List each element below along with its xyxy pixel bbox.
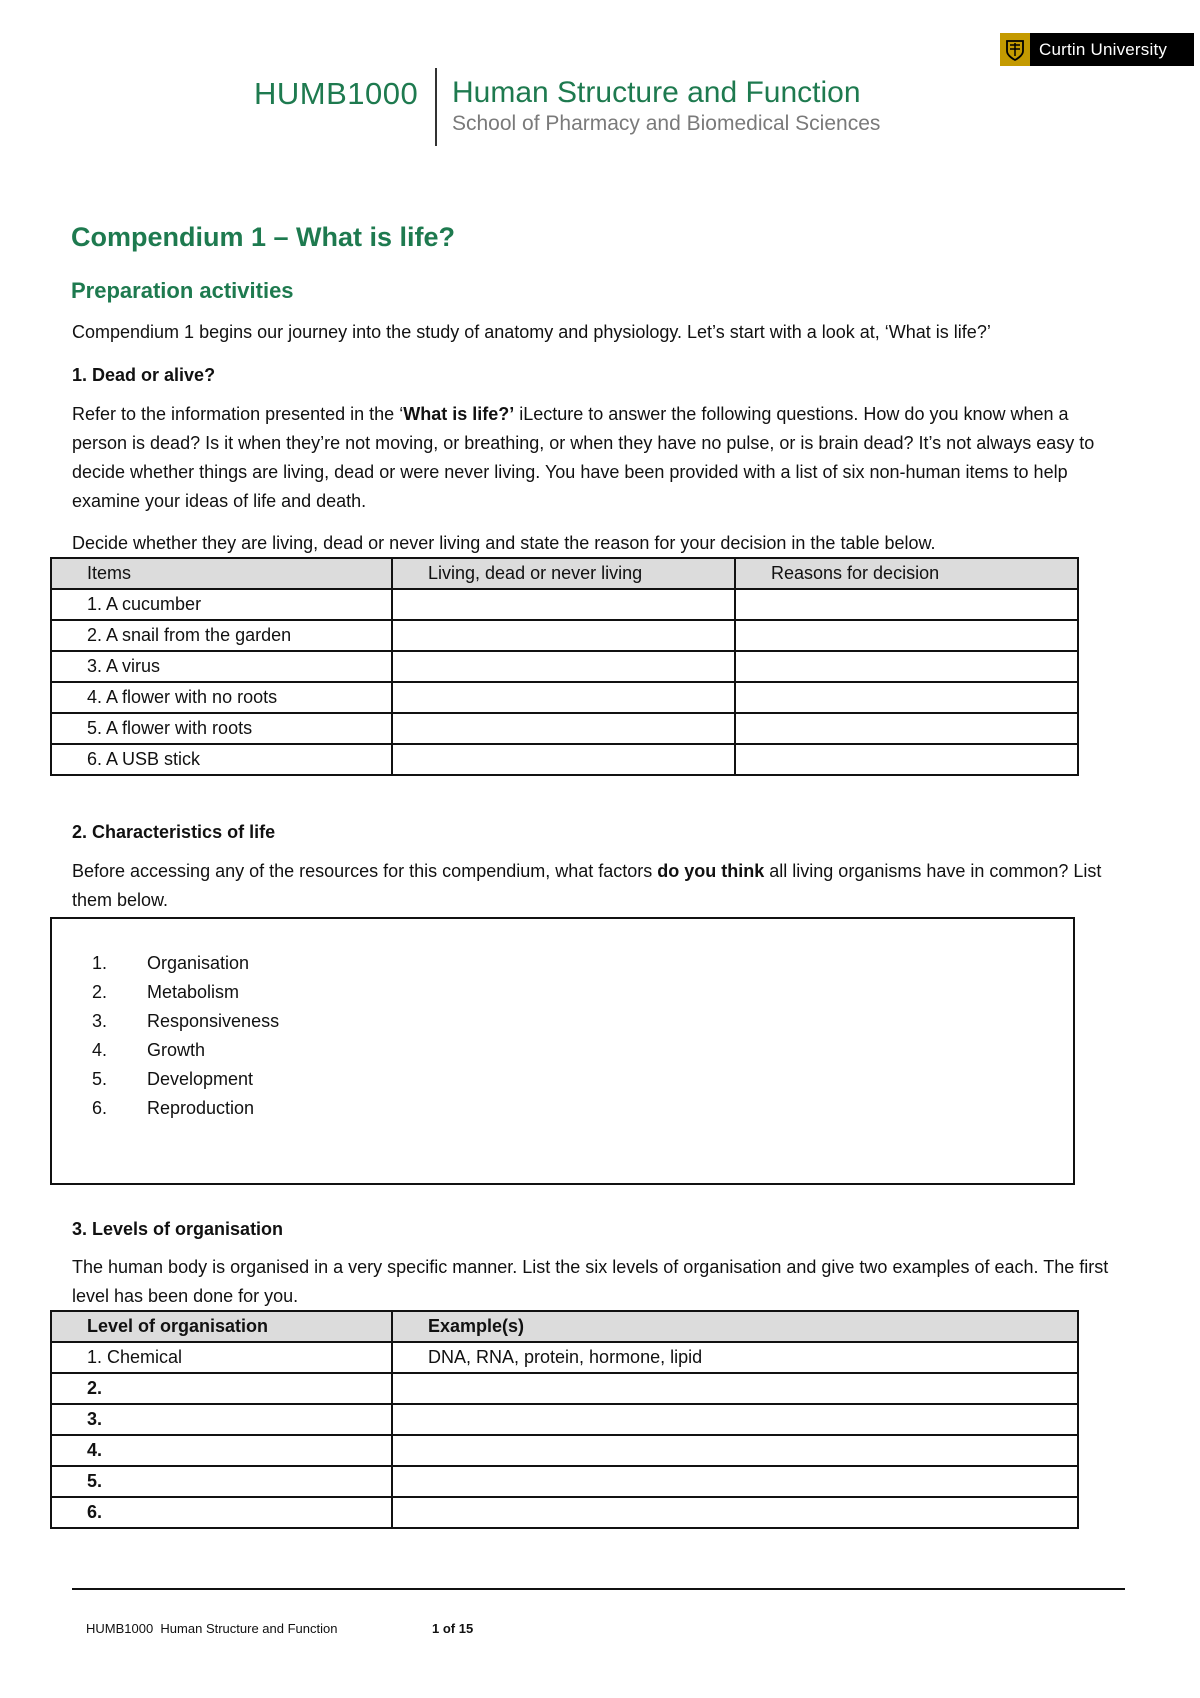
table-cell[interactable] xyxy=(392,713,735,744)
list-item-number: 2. xyxy=(92,982,108,1002)
table-row xyxy=(51,1435,1078,1466)
list-item xyxy=(92,1094,279,1123)
table-cell[interactable] xyxy=(392,744,735,775)
table-row xyxy=(51,713,1078,744)
table-cell: 4. xyxy=(51,1435,392,1466)
characteristics-answer-box[interactable] xyxy=(50,917,1075,1185)
table-cell[interactable] xyxy=(392,620,735,651)
table-row xyxy=(51,1373,1078,1404)
section3-paragraph: The human body is organised in a very specific manner. List the six levels of organisation and give two examples of each. The first level has been done for you. xyxy=(72,1257,1109,1306)
section1-paragraph: Refer to the information presented in the ‘What is life?’ iLecture to answer the following questions. How do you know when a person is dead? Is it when they’re not moving, or breathing, or when they have no pulse, or is brain dead? It’s not always easy to decide whether things are living, dead or were never living. You have been provided with a list of six non-human items to help examine your ideas of life and death. xyxy=(72,404,1095,511)
table-cell[interactable] xyxy=(392,1404,1078,1435)
university-logo xyxy=(1000,33,1194,66)
logo-text: Curtin University xyxy=(1039,39,1168,59)
table-cell[interactable] xyxy=(392,1435,1078,1466)
levels-table xyxy=(50,1310,1079,1529)
table-cell[interactable] xyxy=(392,1373,1078,1404)
list-item-number: 4. xyxy=(92,1040,108,1060)
table-row xyxy=(51,1342,1078,1373)
table-header-cell: Level of organisation xyxy=(51,1311,392,1342)
table-header-cell: Items xyxy=(51,558,392,589)
list-item-text: Development xyxy=(147,1069,254,1089)
table-cell[interactable] xyxy=(735,713,1078,744)
list-item xyxy=(92,1065,279,1094)
table-cell: 3. xyxy=(51,1404,392,1435)
table-row xyxy=(51,1466,1078,1497)
course-title: Human Structure and Function xyxy=(452,76,861,109)
table-row xyxy=(51,651,1078,682)
header-divider xyxy=(435,68,437,146)
table-header-row xyxy=(51,1311,1078,1342)
table-cell[interactable] xyxy=(735,744,1078,775)
living-dead-table xyxy=(50,557,1079,776)
list-item-text: Growth xyxy=(147,1040,206,1060)
document-title: Compendium 1 – What is life? xyxy=(71,222,456,252)
table-cell[interactable] xyxy=(735,589,1078,620)
table-cell: 1. Chemical xyxy=(51,1342,392,1373)
intro-paragraph: Compendium 1 begins our journey into the study of anatomy and physiology. Let’s start with a look at, ‘What is life?’ xyxy=(72,322,991,342)
table-cell[interactable] xyxy=(392,682,735,713)
table-cell: 3. A virus xyxy=(51,651,392,682)
list-item-text: Metabolism xyxy=(147,982,240,1002)
table-cell[interactable] xyxy=(735,651,1078,682)
section2-paragraph: Before accessing any of the resources for this compendium, what factors do you think all living organisms have in common? List them below. xyxy=(72,861,1102,910)
table-row xyxy=(51,744,1078,775)
list-item-text: Organisation xyxy=(147,953,250,973)
table-cell[interactable] xyxy=(392,1497,1078,1528)
table-cell[interactable] xyxy=(735,620,1078,651)
table-header-cell: Living, dead or never living xyxy=(392,558,735,589)
list-item xyxy=(92,949,279,978)
table-cell[interactable] xyxy=(392,651,735,682)
course-school: School of Pharmacy and Biomedical Sciences xyxy=(452,112,881,135)
list-item xyxy=(92,1036,279,1065)
list-item-text: Responsiveness xyxy=(147,1011,280,1031)
table-cell: DNA, RNA, protein, hormone, lipid xyxy=(392,1342,1078,1373)
table-cell: 5. A flower with roots xyxy=(51,713,392,744)
list-item xyxy=(92,1007,279,1036)
table-header-row xyxy=(51,558,1078,589)
list-item xyxy=(92,978,279,1007)
table-cell[interactable] xyxy=(392,589,735,620)
document-subtitle: Preparation activities xyxy=(71,278,294,303)
footer-course: HUMB1000 Human Structure and Function xyxy=(86,1621,338,1636)
table-row xyxy=(51,1404,1078,1435)
table-cell: 6. A USB stick xyxy=(51,744,392,775)
table-row xyxy=(51,682,1078,713)
table-cell[interactable] xyxy=(735,682,1078,713)
crest-icon xyxy=(1000,33,1030,66)
section3-heading: 3. Levels of organisation xyxy=(72,1219,284,1239)
table-row xyxy=(51,589,1078,620)
section2-heading: 2. Characteristics of life xyxy=(72,822,276,842)
course-code: HUMB1000 xyxy=(254,76,419,111)
page-number: 1 of 15 xyxy=(432,1621,474,1636)
section1-heading: 1. Dead or alive? xyxy=(72,365,216,385)
table-cell: 2. xyxy=(51,1373,392,1404)
table-header-cell: Example(s) xyxy=(392,1311,1078,1342)
section1-instruction: Decide whether they are living, dead or never living and state the reason for your decision in the table below. xyxy=(72,533,936,553)
table-cell: 4. A flower with no roots xyxy=(51,682,392,713)
characteristics-list xyxy=(92,949,279,1123)
table-cell: 1. A cucumber xyxy=(51,589,392,620)
table-row xyxy=(51,620,1078,651)
table-cell: 2. A snail from the garden xyxy=(51,620,392,651)
table-cell: 5. xyxy=(51,1466,392,1497)
list-item-text: Reproduction xyxy=(147,1098,255,1118)
footer-rule xyxy=(72,1588,1125,1590)
table-cell[interactable] xyxy=(392,1466,1078,1497)
list-item-number: 5. xyxy=(92,1069,108,1089)
table-cell: 6. xyxy=(51,1497,392,1528)
list-item-number: 6. xyxy=(92,1098,108,1118)
list-item-number: 3. xyxy=(92,1011,108,1031)
list-item-number: 1. xyxy=(92,953,108,973)
table-header-cell: Reasons for decision xyxy=(735,558,1078,589)
table-row xyxy=(51,1497,1078,1528)
